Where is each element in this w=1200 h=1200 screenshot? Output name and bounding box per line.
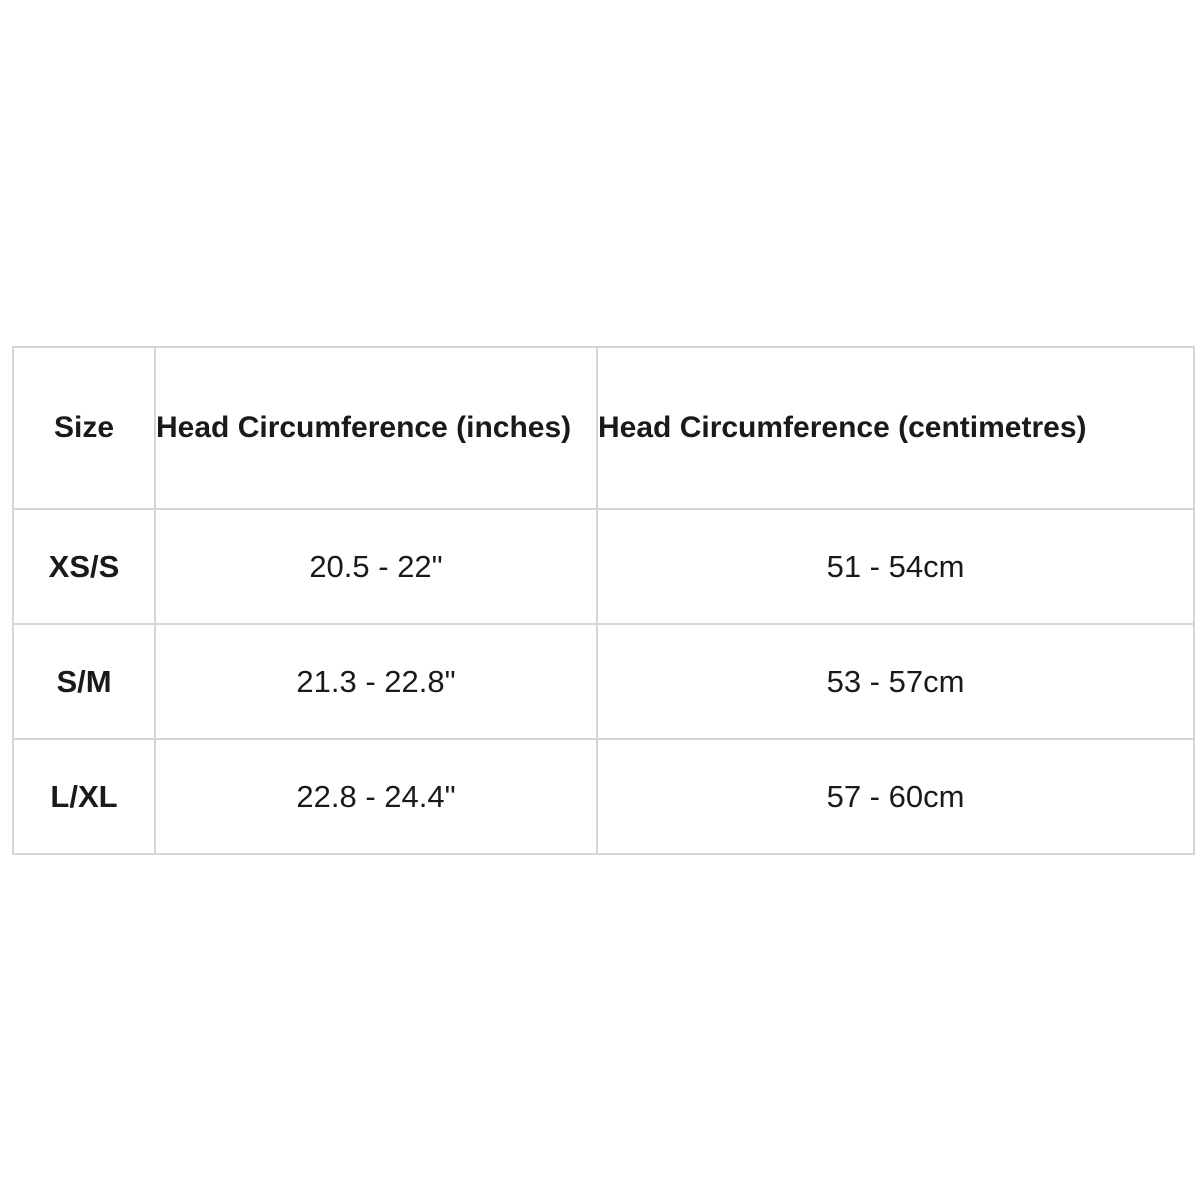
table-header-row (13, 347, 1194, 509)
inches-cell: 21.3 - 22.8" (155, 624, 597, 739)
inches-cell: 20.5 - 22" (155, 509, 597, 624)
header-inches: Head Circumference (inches) (155, 347, 597, 509)
table-row (13, 509, 1194, 624)
table-row (13, 739, 1194, 854)
header-centimetres: Head Circumference (centimetres) (597, 347, 1194, 509)
centimetres-cell: 57 - 60cm (597, 739, 1194, 854)
size-cell: S/M (13, 624, 155, 739)
size-cell: XS/S (13, 509, 155, 624)
centimetres-cell: 51 - 54cm (597, 509, 1194, 624)
table-row (13, 624, 1194, 739)
centimetres-cell: 53 - 57cm (597, 624, 1194, 739)
size-chart-table (12, 346, 1195, 855)
header-size: Size (13, 347, 155, 509)
inches-cell: 22.8 - 24.4" (155, 739, 597, 854)
size-cell: L/XL (13, 739, 155, 854)
